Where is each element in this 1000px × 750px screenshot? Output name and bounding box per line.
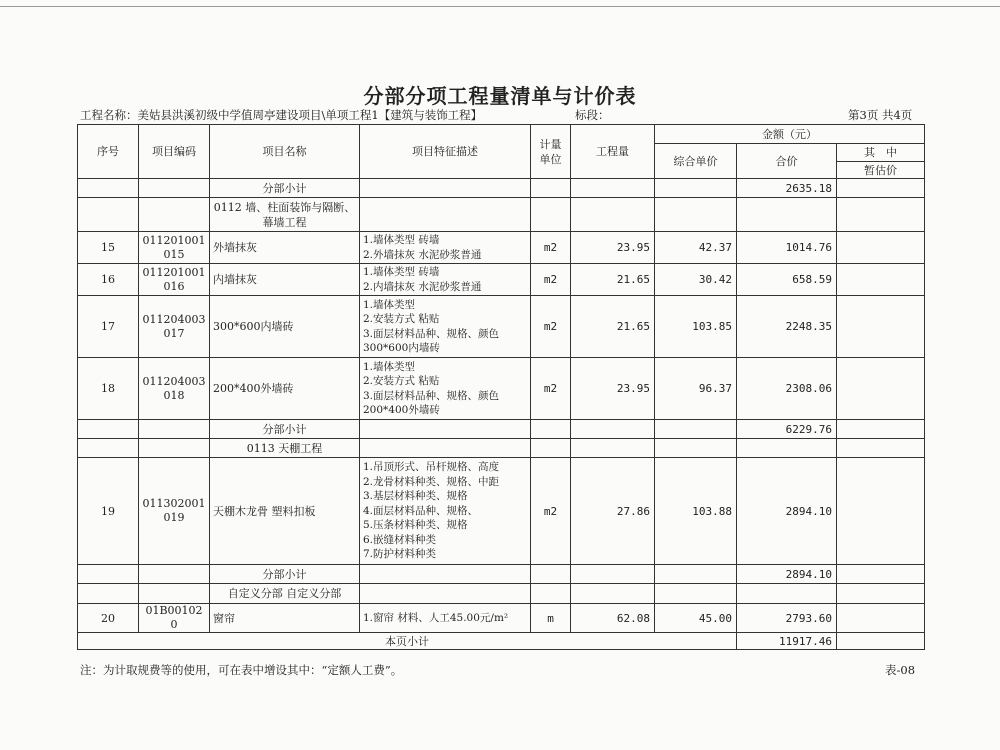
row-total: 2894.10 (737, 458, 837, 565)
row-qty: 23.95 (571, 232, 655, 264)
feature-line: 6.嵌缝材料种类 (363, 533, 437, 546)
table-row (78, 458, 925, 565)
subtotal-row (78, 565, 925, 584)
section-row (78, 198, 925, 232)
feature-line: 2.外墙抹灰 水泥砂浆普通 (363, 248, 482, 261)
row-seq: 15 (78, 232, 139, 264)
row-seq: 19 (78, 458, 139, 565)
col-unit (531, 125, 571, 179)
row-seq: 16 (78, 264, 139, 296)
subtotal-total: 2635.18 (737, 179, 837, 198)
section-label: 0113 天棚工程 (210, 439, 360, 458)
feature-line: 1.墙体类型 (363, 360, 416, 373)
feature-line: 5.压条材料种类、规格 (363, 519, 468, 532)
subtotal-label: 分部小计 (210, 179, 360, 198)
row-price: 45.00 (655, 604, 737, 633)
page-indicator: 第3页 共4页 (848, 108, 913, 122)
section-row (78, 439, 925, 458)
row-name: 300*600内墙砖 (210, 296, 360, 358)
row-seq: 20 (78, 604, 139, 633)
col-feature: 项目特征描述 (360, 125, 531, 179)
row-qty: 21.65 (571, 264, 655, 296)
row-feature (360, 458, 531, 565)
row-total: 2308.06 (737, 358, 837, 420)
row-code: 01B001020 (139, 604, 210, 633)
feature-line: 300*600内墙砖 (363, 342, 440, 354)
table-row (78, 264, 925, 296)
row-code: 011204003017 (139, 296, 210, 358)
feature-line: 2.内墙抹灰 水泥砂浆普通 (363, 280, 482, 293)
row-unit: m2 (531, 296, 571, 358)
col-code: 项目编码 (139, 125, 210, 179)
feature-line: 4.面层材料品种、规格、 (363, 504, 479, 517)
feature-line: 1.墙体类型 砖墙 (363, 266, 440, 278)
header-row-1 (78, 125, 925, 144)
col-unit-line1: 计量 (539, 137, 562, 151)
row-total: 2793.60 (737, 604, 837, 633)
col-unit-price: 综合单价 (655, 144, 737, 179)
table-row (78, 604, 925, 633)
bill-of-quantities-table (77, 124, 925, 650)
page-title: 分部分项工程量清单与计价表 (363, 84, 637, 108)
section-label: 标段： (575, 108, 610, 122)
row-total: 1014.76 (737, 232, 837, 264)
subtotal-row (78, 179, 925, 198)
row-code: 011204003018 (139, 358, 210, 420)
row-feature (360, 264, 531, 296)
subtotal-total: 2894.10 (737, 565, 837, 584)
col-name: 项目名称 (210, 125, 360, 179)
table-row (78, 232, 925, 264)
feature-line: 1.墙体类型 砖墙 (363, 234, 440, 246)
col-unit-line2: 单位 (539, 152, 562, 166)
table-row (78, 296, 925, 358)
row-price: 103.85 (655, 296, 737, 358)
row-code: 011302001019 (139, 458, 210, 565)
row-feature (360, 358, 531, 420)
feature-line: 1.墙体类型 (363, 298, 416, 311)
row-total: 658.59 (737, 264, 837, 296)
row-qty: 21.65 (571, 296, 655, 358)
row-name: 200*400外墙砖 (210, 358, 360, 420)
project-name: 工程名称：美姑县洪溪初级中学值周亭建设项目\单项工程1【建筑与装饰工程】 (80, 108, 483, 122)
feature-line: 2.龙骨材料种类、规格、中距 (363, 475, 500, 488)
page-total-row (78, 633, 925, 650)
section-label: 自定义分部 自定义分部 (210, 584, 360, 604)
subtotal-row (78, 420, 925, 439)
col-provisional: 暂估价 (837, 162, 925, 179)
row-qty: 62.08 (571, 604, 655, 633)
row-price: 96.37 (655, 358, 737, 420)
feature-line: 3.面层材料品种、规格、颜色 (363, 327, 500, 340)
col-total: 合价 (737, 144, 837, 179)
col-among: 其 中 (837, 144, 925, 162)
row-total: 2248.35 (737, 296, 837, 358)
row-qty: 27.86 (571, 458, 655, 565)
row-unit: m2 (531, 358, 571, 420)
section-row (78, 584, 925, 604)
col-qty: 工程量 (571, 125, 655, 179)
page-total-label: 本页小计 (78, 633, 737, 650)
feature-line: 2.安装方式 粘贴 (363, 375, 440, 387)
table-row (78, 358, 925, 420)
top-border-line (0, 6, 1000, 7)
feature-line: 200*400外墙砖 (363, 404, 440, 416)
row-name: 内墙抹灰 (210, 264, 360, 296)
col-amount: 金额（元） (655, 125, 925, 144)
col-seq: 序号 (78, 125, 139, 179)
page-total-value: 11917.46 (737, 633, 837, 650)
subtotal-label: 分部小计 (210, 420, 360, 439)
row-seq: 18 (78, 358, 139, 420)
row-unit: m (531, 604, 571, 633)
row-code: 011201001015 (139, 232, 210, 264)
feature-line: 2.安装方式 粘贴 (363, 313, 440, 325)
row-unit: m2 (531, 264, 571, 296)
row-qty: 23.95 (571, 358, 655, 420)
row-price: 42.37 (655, 232, 737, 264)
footnote: 注：为计取规费等的使用，可在表中增设其中：“定额人工费”。 (80, 663, 403, 677)
row-price: 103.88 (655, 458, 737, 565)
row-name: 天棚木龙骨 塑料扣板 (210, 458, 360, 565)
row-name: 外墙抹灰 (210, 232, 360, 264)
feature-line: 7.防护材料种类 (363, 548, 437, 561)
feature-line: 3.基层材料种类、规格 (363, 490, 468, 503)
row-seq: 17 (78, 296, 139, 358)
section-label: 0112 墙、柱面装饰与隔断、幕墙工程 (210, 198, 360, 232)
row-feature (360, 232, 531, 264)
row-unit: m2 (531, 458, 571, 565)
subtotal-label: 分部小计 (210, 565, 360, 584)
form-number: 表-08 (885, 663, 916, 677)
subtotal-total: 6229.76 (737, 420, 837, 439)
feature-line: 3.面层材料品种、规格、颜色 (363, 389, 500, 402)
row-unit: m2 (531, 232, 571, 264)
feature-line: 1.吊顶形式、吊杆规格、高度 (363, 461, 500, 474)
row-code: 011201001016 (139, 264, 210, 296)
row-feature: 1.窗帘 材料、人工45.00元/m² (360, 604, 531, 633)
row-feature (360, 296, 531, 358)
row-name: 窗帘 (210, 604, 360, 633)
row-price: 30.42 (655, 264, 737, 296)
